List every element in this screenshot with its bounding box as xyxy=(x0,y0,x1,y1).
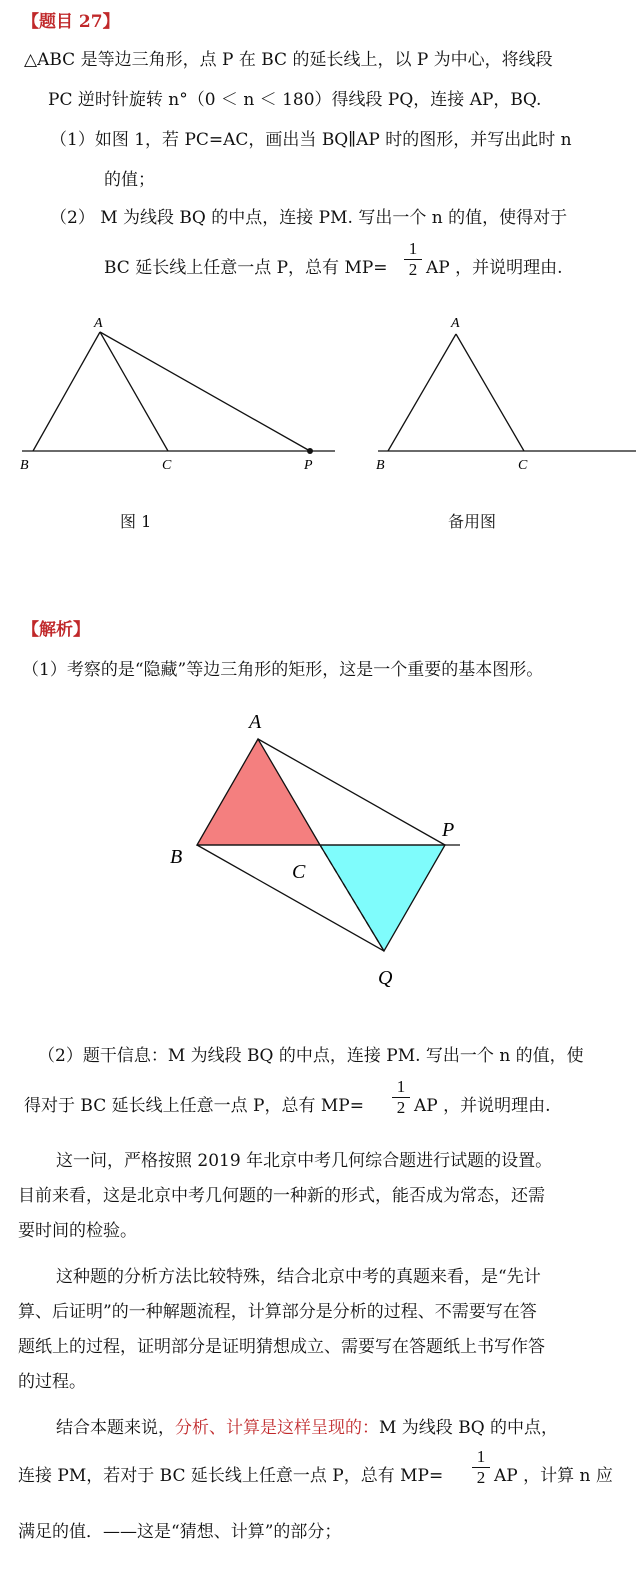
question-2-line-2a: BC 延长线上任意一点 P，总有 MP= xyxy=(104,258,388,278)
analysis-paragraph-3-line-1: 这一问，严格按照 2019 年北京中考几何综合题进行试题的设置。 xyxy=(56,1151,553,1171)
fig3-label-A: A xyxy=(249,711,262,733)
fig3-label-P: P xyxy=(442,819,455,841)
analysis-paragraph-2-line-2b: AP ，并说明理由. xyxy=(414,1096,551,1116)
paragraph-5-rest: M 为线段 BQ 的中点， xyxy=(379,1418,559,1438)
fraction-numerator: 1 xyxy=(396,1077,406,1096)
analysis-paragraph-5-line-2b: AP ，计算 n 应 xyxy=(494,1466,613,1486)
fraction-denominator: 2 xyxy=(476,1468,486,1487)
paragraph-5-highlight: 分析、计算是这样呈现的： xyxy=(175,1418,379,1438)
figure-2-caption: 备用图 xyxy=(448,512,497,531)
fig1-label-C: C xyxy=(162,458,172,473)
analysis-paragraph-5-line-1 xyxy=(56,1418,558,1438)
fig1-label-B: B xyxy=(20,458,29,473)
question-2-line-2b: AP ，并说明理由. xyxy=(426,258,563,278)
analysis-paragraph-2-line-2a: 得对于 BC 延长线上任意一点 P，总有 MP= xyxy=(24,1096,364,1116)
fig1-label-A: A xyxy=(94,316,103,331)
analysis-paragraph-4-line-3: 题纸上的过程，证明部分是证明猜想成立、需要写在答题纸上书写作答 xyxy=(18,1337,545,1357)
fraction-half-3 xyxy=(472,1448,490,1487)
problem-line-2: PC 逆时针旋转 n°（0 ＜ n ＜ 180）得线段 PQ，连接 AP，BQ. xyxy=(48,90,542,110)
analysis-paragraph-3-line-2: 目前来看，这是北京中考几何题的一种新的形式，能否成为常态，还需 xyxy=(18,1186,545,1206)
fig3-label-B: B xyxy=(170,846,183,868)
fig2-label-B: B xyxy=(376,458,385,473)
fraction-numerator: 1 xyxy=(408,239,418,258)
red-triangle xyxy=(197,739,320,845)
figure-3-svg xyxy=(0,700,640,1000)
analysis-paragraph-5-line-3: 满足的值．——这是“猜想、计算”的部分； xyxy=(18,1522,342,1542)
fig1-label-P: P xyxy=(304,458,313,473)
question-1-line-2: 的值； xyxy=(104,170,155,190)
figure-1 xyxy=(20,316,335,473)
paragraph-5-intro: 结合本题来说， xyxy=(56,1418,175,1438)
figure-2 xyxy=(376,316,636,473)
analysis-paragraph-3-line-3: 要时间的检验。 xyxy=(18,1221,137,1241)
fraction-numerator: 1 xyxy=(476,1447,486,1466)
problem-heading: 【题目 27】 xyxy=(22,12,120,32)
fig2-label-A: A xyxy=(451,316,460,331)
fig2-label-C: C xyxy=(518,458,528,473)
question-1-line-1: （1）如图 1，若 PC=AC，画出当 BQ∥AP 时的图形，并写出此时 n xyxy=(50,130,572,150)
analysis-paragraph-4-line-4: 的过程。 xyxy=(18,1372,86,1392)
analysis-paragraph-4-line-2: 算、后证明”的一种解题流程，计算部分是分析的过程、不需要写在答 xyxy=(18,1302,537,1322)
analysis-paragraph-1: （1）考察的是“隐藏”等边三角形的矩形，这是一个重要的基本图形。 xyxy=(22,660,544,680)
fraction-denominator: 2 xyxy=(396,1098,406,1117)
question-2-line-1: （2） M 为线段 BQ 的中点，连接 PM. 写出一个 n 的值，使得对于 xyxy=(50,208,568,228)
figures-svg xyxy=(0,305,640,495)
fraction-half-2 xyxy=(392,1078,410,1117)
fraction-half xyxy=(404,240,422,279)
cyan-triangle xyxy=(320,845,445,951)
analysis-paragraph-2-line-1: （2）题干信息：M 为线段 BQ 的中点，连接 PM. 写出一个 n 的值，使 xyxy=(38,1046,584,1066)
fraction-denominator: 2 xyxy=(408,260,418,279)
analysis-heading: 【解析】 xyxy=(22,620,90,640)
analysis-paragraph-4-line-1: 这种题的分析方法比较特殊，结合北京中考的真题来看，是“先计 xyxy=(56,1267,541,1287)
problem-line-1: △ABC 是等边三角形，点 P 在 BC 的延长线上，以 P 为中心，将线段 xyxy=(24,50,553,70)
figure-1-caption: 图 1 xyxy=(120,512,152,531)
fig3-label-Q: Q xyxy=(378,967,393,989)
analysis-paragraph-5-line-2a: 连接 PM，若对于 BC 延长线上任意一点 P，总有 MP= xyxy=(18,1466,444,1486)
fig3-label-C: C xyxy=(292,861,306,883)
